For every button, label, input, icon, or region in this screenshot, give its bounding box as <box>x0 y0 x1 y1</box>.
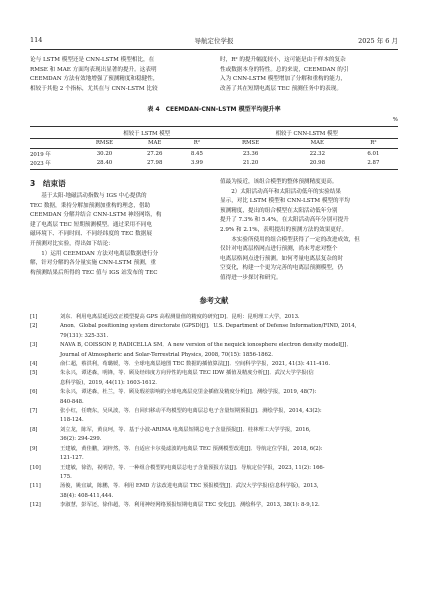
text-line: 提升了 7.3% 和 5.4%，在太阳活动高年分别可提升 <box>220 217 349 224</box>
reference-text: 118-124. <box>60 417 84 424</box>
text-line: CEEMDAN 分解并结合 CNN-LSTM 神经网络，构 <box>30 212 162 219</box>
reference-item <box>30 360 398 369</box>
text-line: CEEMDAN 方法有效地增强了预测精度和稳健性， <box>30 76 159 83</box>
text-line: 改善了其在短期电离层 TEC 预测任务中的表现。 <box>220 85 342 92</box>
table-top-rule <box>30 126 398 127</box>
reference-item <box>30 464 398 483</box>
col-header: RMSE <box>95 140 114 147</box>
reference-item <box>30 388 398 407</box>
page-number: 114 <box>30 36 43 44</box>
table-cell: 28.40 <box>96 160 113 167</box>
reference-item <box>30 445 398 464</box>
reference-text: 王建敏，黄佳鹏，刘梓然，等．自适应卡尔曼滤波的电离层 TEC 预测模型改进[J]．导航定位学报，2018, 6(2): <box>60 445 323 452</box>
results-table <box>30 128 398 168</box>
text-line: 入为 CNN-LSTM 模型增加了分解和重构的能力， <box>220 76 347 83</box>
reference-number: [8] <box>30 426 38 433</box>
table-unit: % <box>392 117 398 123</box>
reference-text: 汤俊，姚宜斌，陈鹏，等．利用 EMD 方法改进电离层 TEC 预报模型[J]．武汉大学学报(信息科学版)，2013, <box>60 483 319 490</box>
table-sub-header-row <box>30 138 398 149</box>
table-cell: 22.32 <box>309 150 325 157</box>
col-header: R² <box>370 140 377 147</box>
table-bottom-rule <box>30 169 398 170</box>
text-line: 相较于其他 2 个指标，尤其在与 CNN-LSTM 比较 <box>30 85 158 92</box>
table-caption: 表 4 CEEMDAN-CNN-LSTM 模型平均提升率 <box>147 106 281 113</box>
reference-item <box>30 426 398 445</box>
text-line: 2.9% 和 2.1%，表明提出的预测方法的效果更好。 <box>220 226 348 233</box>
table-cell: 27.26 <box>146 150 163 157</box>
reference-text: NAVA B, COISSON P, RADICELLA SM．A new version of the nequick ionosphere electron density model[J]． <box>60 342 352 349</box>
table-cell: 6.01 <box>367 150 380 157</box>
reference-number: [9] <box>30 445 38 452</box>
references-heading: 参考文献 <box>199 296 229 305</box>
journal-name: 导航定位学报 <box>194 37 234 45</box>
reference-number: [5] <box>30 370 38 377</box>
reference-text: 朱永兴，谭述森，杜兰，等．顾及瑕差影响的全球电离层克里金插值及精度分析[J]．测绘学报，2019, 48(7): <box>60 389 317 396</box>
table-row <box>30 149 398 159</box>
table-cell: 8.45 <box>190 150 203 157</box>
text-line: 2）太阳活动高年和太阳活动低年的实验结果 <box>220 188 342 195</box>
reference-text: 李淑慧，彭军还，徐伟超，等．利用神经网络预报短期电离层 TEC 变化[J]．测绘科学，2013, 38(1): 8-9,12. <box>60 502 320 509</box>
reference-number: [10] <box>30 464 41 471</box>
text-line: 1）运用 CEEMDAN 方法对电离层数据进行分 <box>30 250 159 257</box>
text-line: 论与 LSTM 模型还是 CNN-LSTM 模型相比，在 <box>30 57 155 63</box>
text-line: 电离层格网点进行预测。如何考量电离层复杂的时 <box>220 255 344 262</box>
table-cell: 3.99 <box>190 160 203 167</box>
text-line: 显示，对比 LSTM 模型和 CNN-LSTM 模型的平均 <box>220 198 350 205</box>
reference-text: 张小红，任晓东，吴风波，等．自回归移动平均模型的电离层总电子含量短期预报[J]．测绘学报，2014, 43(2): <box>60 408 322 415</box>
running-header <box>30 36 398 48</box>
group-header-cnn-lstm: 相较于 CNN-LSTM 模型 <box>275 130 338 137</box>
table-cell: 23.36 <box>242 150 259 157</box>
reference-text: 840-848. <box>60 398 84 405</box>
reference-text: 刘东．利用电离层延迟改正模型提高 GPS 高程测量值的精度的研究[D]．昆明：昆明理工大学，2013. <box>60 314 300 320</box>
table-group-header-row <box>30 128 398 138</box>
text-line: 预测精度，提出的组合模型在太阳活动低年分别 <box>220 207 338 214</box>
table-cell: 27.98 <box>146 160 163 167</box>
reference-list <box>30 313 398 511</box>
text-line: 值最为接近，该组合模型的整体预测精度更高。 <box>220 179 338 185</box>
text-line: 本实验所使用的组合模型获得了一定的改进成效，但 <box>220 236 360 243</box>
text-line: 建了电离层 TEC 短期预测模型。通过采用不同电 <box>30 221 152 228</box>
col-header: RMSE <box>241 140 260 147</box>
text-line: TEC 数据，秉持分解加预测加重构的理念，借助 <box>30 202 151 209</box>
reference-text: 38(4): 408-411,444. <box>60 492 114 499</box>
issue-date: 2025 年 6 月 <box>358 37 398 45</box>
reference-item <box>30 482 398 501</box>
table-row <box>30 159 398 169</box>
text-line: 性或数据本身的特性。总的来说，CEEMDAN 的引 <box>220 66 349 73</box>
text-line: 空变化，构建一个更为完善的电离层预测模型，仍 <box>220 265 344 272</box>
reference-item <box>30 341 398 360</box>
text-line: 时，R² 的提升幅度较小，这可能是由于样本的复杂 <box>220 57 346 63</box>
table-cell: 30.20 <box>96 150 113 157</box>
col-header: MAE <box>148 140 162 147</box>
reference-text: Anon．Global positioning system directorate (GPSD)[J]．U.S. Department of Defense Information/FIND, 2014, <box>60 323 357 330</box>
reference-number: [2] <box>30 323 38 330</box>
text-line: 仅针对电离层格网点进行预测，尚未考虑对整个 <box>220 246 338 253</box>
reference-text: 俞仁超，蔡洪利，荀璐媛，等．全球电离层地图 TEC 数据的插值算法[J]．空间科学学报，2021, 41(3): 411-416. <box>60 361 331 368</box>
reference-item <box>30 313 398 322</box>
text-line: 构预测结果后所得的 TEC 值与 IGS 站发布的 TEC <box>30 269 158 276</box>
reference-text: 121-127. <box>60 455 84 462</box>
reference-number: [1] <box>30 314 38 320</box>
table-cell: 2.87 <box>367 160 380 167</box>
left-column-conclusion <box>30 192 205 278</box>
text-line: 值得进一步探讨和研究。 <box>220 274 282 281</box>
row-label: 2023 年 <box>30 161 51 168</box>
reference-number: [3] <box>30 342 38 349</box>
text-line: 磁环境下、不同时间、不同经纬度的 TEC 数据展 <box>30 231 152 238</box>
text-line: RMSE 和 MAE 方面均表现出显著的提升。这表明 <box>30 66 157 73</box>
text-line: 开预测对比实验，得出如下结论： <box>30 240 114 247</box>
reference-number: [4] <box>30 361 38 368</box>
reference-text: Journal of Atmospheric and Solar-Terrestrial Physics, 2008, 70(15): 1856-1862. <box>60 351 273 358</box>
reference-item <box>30 369 398 388</box>
reference-item <box>30 501 398 510</box>
reference-text: 79(131): 325-331. <box>60 332 109 339</box>
reference-number: [11] <box>30 483 41 490</box>
reference-text: 朱永兴，谭述森，明锋，等．顾及经纬度方向异性的电离层 TEC IDW 插值及精度分析[J]．武汉大学学报(信 <box>60 370 314 377</box>
text-line: 基于太阳-地磁活动指数与 IGS 中心提供的 <box>30 193 147 199</box>
col-header: MAE <box>310 140 324 147</box>
left-column-top <box>30 56 205 94</box>
reference-text: 王建敏，徐浩，祝明岩，等．一种组合模型的电离层总电子含量预报方法[J]．导航定位学报，2023, 11(2): 166- <box>60 464 325 471</box>
text-line: 解，针对分解的各分量实施 CNN-LSTM 预测，重 <box>30 260 157 267</box>
reference-item <box>30 407 398 426</box>
table-cell: 20.98 <box>309 160 325 167</box>
reference-number: [12] <box>30 502 41 509</box>
reference-number: [6] <box>30 389 38 396</box>
header-rule <box>30 49 398 50</box>
reference-number: [7] <box>30 408 38 415</box>
reference-text: 175. <box>60 473 72 480</box>
section-heading: 3 结束语 <box>30 179 66 188</box>
group-header-lstm: 相较于 LSTM 模型 <box>123 130 171 137</box>
col-header: R² <box>193 140 201 147</box>
reference-item <box>30 322 398 341</box>
right-column-conclusion <box>220 178 398 284</box>
reference-text: 刘立龙，陈军，黄良珂，等．基于小波-ARIMA 电离层短期总电子含量预报[J]．桂林理工大学学报，2016, <box>60 426 311 433</box>
right-column-top <box>220 56 398 94</box>
reference-text: 息科学版)，2019, 44(11): 1603-1612. <box>60 379 157 386</box>
row-label: 2019 年 <box>30 151 51 158</box>
table-cell: 21.20 <box>242 160 259 167</box>
reference-text: 36(2): 294-299. <box>60 436 102 443</box>
